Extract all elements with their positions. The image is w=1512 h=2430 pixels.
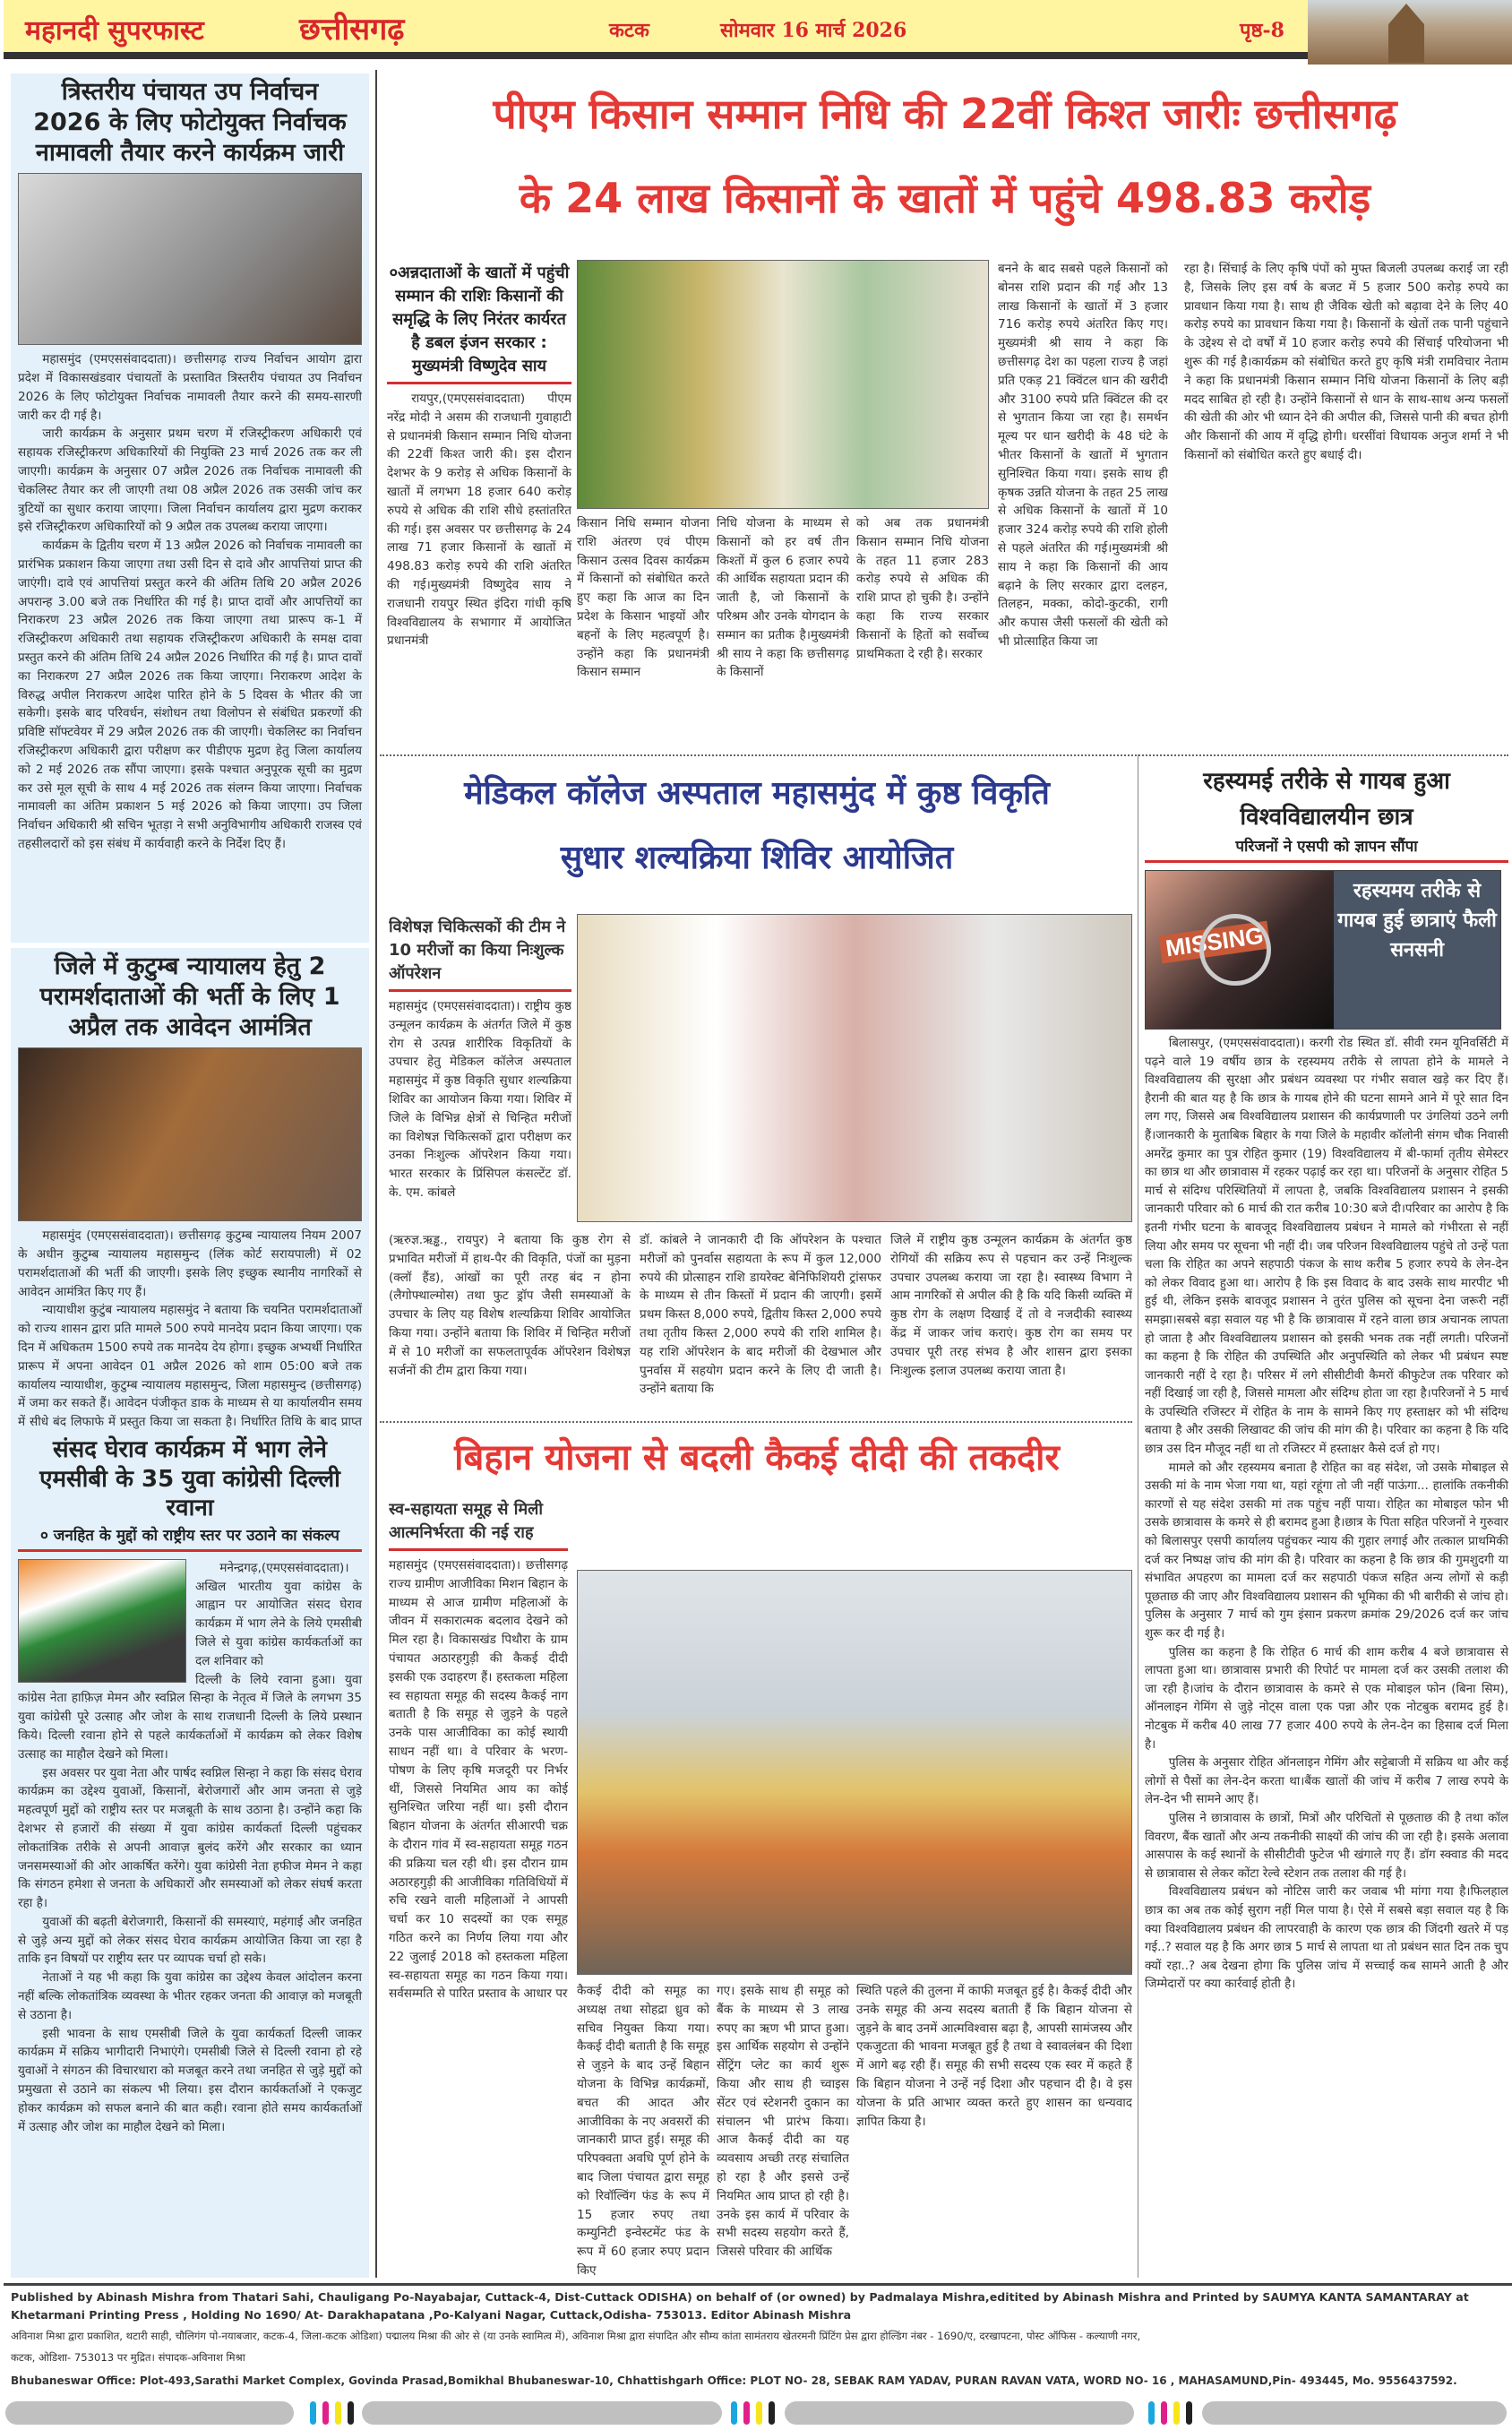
paragraph: कार्यक्रम के द्वितीय चरण में 13 अप्रैल 2026 को निर्वाचक नामावली का प्रारंभिक प्रकाशन किया जाएगा तथा उसी दिन से दावे और आपत्तियां प्राप्त की जाएंगी। दावे एवं आपत्तियां प्रस्तुत करने की अंतिम तिथि 20 अप्रैल 2026 अपरान्ह 3.00 बजे तक निर्धारित की गई है। प्राप्त दावों और आपत्तियों का निराकरण 23 अप्रैल 2026 तक किया जाएगा तथा प्रारूप क-1 में रजिस्ट्रीकरण अधिकारी तथा सहायक रजिस्ट्रीकरण अधिकारी के समक्ष दावा प्रस्तुत करने की अंतिम तिथि 24 अप्रैल 2026 निर्धारित की गई है। प्राप्त दावों का निराकरण 27 अप्रैल 2026 तक किया जाएगा। निराकरण आदेश के विरुद्ध अपील निराकरण आदेश पारित होने के 5 दिवस के भीतर की जा सकेगी। इसके बाद परिवर्धन, संशोधन तथा विलोपन से संबंधित प्रकरणों की प्रविष्टि सॉफ्टवेयर में 29 अप्रैल 2026 तक की जाएगी। चेकलिस्ट का निर्वाचन रजिस्ट्रीकरण अधिकारी द्वारा परीक्षण कर पीडीएफ मुद्रण हेतु जिला कार्यालय को 2 मई 2026 तक सौंपा जाएगा। इसके पश्चात अनुपूरक सूची का मुद्रण कर उसे मूल सूची के साथ 4 मई 2026 तक संलग्न किया जाएगा। निर्वाचक नामावली का अंतिम प्रकाशन 5 मई 2026 को किया जाएगा। उप जिला निर्वाचन अधिकारी श्री सचिन भूतड़ा ने सभी अनुविभागीय अधिकारी राजस्व एवं तहसीलदारों को इस संबंध में कार्यवाही करने के निर्देश दिए हैं। xyxy=(18,539,362,851)
story-panchayat xyxy=(11,73,369,943)
bihan-women-photo xyxy=(577,1570,1132,1975)
paragraph: महासमुंद (एमएससंवाददाता)। छत्तीसगढ़ राज्य निर्वाचन आयोग द्वारा प्रदेश में विकासखंडवार पंचायतों के प्रस्तावित त्रिस्तरीय पंचायत उप निर्वाचन 2026 के लिए फोटोयुक्त निर्वाचक नामावली तैयार करने की समय-सारणी जारी कर दी गई है। xyxy=(18,352,362,423)
cmyk-cyan-mark xyxy=(310,2401,316,2425)
office-addresses: Bhubaneswar Office: Plot-493,Sarathi Market Complex, Govinda Prasad,Bomikhal Bhubaneswar-10, Chhattishgarh Office: PLOT NO- 28, SEBAK RAM YADAV, PURAN RAVAN VATA, WORD NO- 16 , MAHASAMUND,Pin- 493445, Mo. 9556437592. xyxy=(11,2374,1457,2387)
edition-name: छत्तीसगढ़ xyxy=(299,12,405,47)
subheadline: ० जनहित के मुद्दों को राष्ट्रीय स्तर पर उठाने का संकल्प xyxy=(40,1526,339,1545)
cmyk-magenta-mark xyxy=(743,2401,750,2425)
registration-bar xyxy=(5,2401,294,2425)
paragraph: मामले को और रहस्यमय बनाता है रोहित का वह संदेश, जो उसके मोबाइल से उसकी मां के नाम भेजा गया था, यहां रहूंगा तो जी नहीं पाऊंगा... हालांकि तकनीकी कारणों से यह संदेश उसकी मां तक पहुंच नहीं पाया। रोहित का मोबाइल फोन भी उसके छात्रावास के कमरे से ही बरामद हुआ है।छात्र के पिता सहित परिजनों ने गुरुवार को बिलासपुर एसपी कार्यालय पहुंचकर न्याय की गुहार लगाई और तत्काल प्राथमिकी दर्ज कर निष्पक्ष जांच की मांग की है। परिवार का कहना है कि छात्र की गुमशुदगी या संभावित अपहरण का मामला दर्ज कर सहपाठी पंकज सहित अन्य लोगों से कड़ी पूछताछ की जाए और विश्वविद्यालय प्रशासन की भूमिका की भी बारीकी से जांच हो।पुलिस के अनुसार 7 मार्च को गुम इंसान प्रकरण क्रमांक 29/2026 दर्ज कर जांच शुरू कर दी गई है। xyxy=(1145,1461,1508,1641)
missing-story xyxy=(1145,763,1508,2278)
headline-line-1: मेडिकल कॉलेज अस्पताल महासमुंद में कुष्ठ विकृति xyxy=(464,775,1050,812)
paragraph: मनेन्द्रगढ़,(एमएससंवाददाता)। अखिल भारतीय युवा कांग्रेस के आह्वान पर आयोजित संसद घेराव कार्यक्रम में भाग लेने के लिये एमसीबी जिले से युवा कांग्रेस कार्यकर्ताओं का दल शनिवार को xyxy=(195,1560,362,1668)
headline: संसद घेराव कार्यक्रम में भाग लेने एमसीबी के 35 युवा कांग्रेसी दिल्ली रवाना xyxy=(39,1436,340,1521)
cmyk-yellow-mark xyxy=(1173,2401,1180,2425)
lead-col-4: को अब तक प्रधानमंत्री किसान सम्मान निधि योजना के तहत 11 हजार 283 करोड़ रुपये से अधिक की राशि प्राप्त हो चुकी है। उन्होंने कहा कि राज्य सरकार किसानों के हितों को सर्वोच्च प्राथमिकता दे रही है। सरकार xyxy=(856,516,989,661)
headline: त्रिस्तरीय पंचायत उप निर्वाचन 2026 के लिए फोटोयुक्त निर्वाचक नामावली तैयार करने कार्यक्रम जारी xyxy=(33,78,347,167)
deck: स्व-सहायता समूह से मिली आत्मनिर्भरता की नई राह xyxy=(389,1500,543,1542)
lead-col-1: रायपुर,(एमएससंवाददाता) पीएम नरेंद्र मोदी ने असम की राजधानी गुवाहाटी से प्रधानमंत्री किसान सम्मान निधि योजना की 22वीं किश्त जारी की। इस दौरान देशभर के 9 करोड़ से अधिक किसानों के खातों में लगभग 18 हजार 640 करोड़ रुपये से अधिक की राशि सीधे हस्तांतरित की गई। इस अवसर पर छत्तीसगढ़ के 24 लाख 71 हजार किसानों के खातों में 498.83 करोड़ रुपये की राशि अंतरित की गई।मुख्यमंत्री विष्णुदेव साय ने राजधानी रायपुर स्थित इंदिरा गांधी कृषि विश्वविद्यालय के सभागार में आयोजित प्रधानमंत्री xyxy=(387,392,571,649)
registration-bar xyxy=(1202,2401,1507,2425)
medical-col-1b: (ऋरुज्ञ.ऋड्ढ., रायपुर) ने बताया कि कुष्ठ रोग से प्रभावित मरीजों में हाथ-पैर की विकृति, पंजों का मुड़ना (क्लॉ हैंड), आंखों का पूरी तरह बंद न होना (लैगोफ्थाल्मोस) तथा फुट ड्रॉप जैसी समस्याओं के उपचार के लिए यह विशेष शल्यक्रिया शिविर आयोजित किया गया। उन्होंने बताया कि शिविर में चिन्हित मरीजों में से 10 मरीजों का सफलतापूर्वक ऑपरेशन विशेषज्ञ सर्जनों की टीम द्वारा किया गया। xyxy=(389,1233,631,1378)
column-divider xyxy=(375,70,377,2278)
cmyk-magenta-mark xyxy=(1161,2401,1167,2425)
gavel-photo xyxy=(18,1047,362,1221)
divider xyxy=(389,989,571,992)
deck: ०अन्नदाताओं के खातों में पहुंची सम्मान की राशिः किसानों की समृद्धि के लिए निरंतर कार्यरत है डबल इंजन सरकार : मुख्यमंत्री विष्णुदेव साय xyxy=(389,263,570,375)
page-number: पृष्ठ-8 xyxy=(1240,19,1284,42)
missing-graphic xyxy=(1145,870,1501,1030)
imprint-line-4: कटक, ओडिशा- 753013 पर मुद्रित। संपादक-अविनाश मिश्रा xyxy=(11,2351,245,2364)
bihan-col-2: कैकई दीदी को समूह का अध्यक्ष तथा सोहद्रा ध्रुव को सचिव नियुक्त किया गया। कैकई दीदी बताती है कि समूह से जुड़ने के बाद उन्हें बिहान योजना के विभिन्न कार्यक्रमों, बचत की आदत और आजीविका के नए अवसरों की जानकारी प्राप्त हुई। समूह की परिपक्वता अवधि पूर्ण होने के बाद जिला पंचायत द्वारा समूह को रिवॉल्विंग फंड के रूप में 15 हजार रुपए तथा कम्युनिटी इन्वेस्टमेंट फंड के रूप में 60 हजार रुपए प्रदान किए xyxy=(577,1984,709,2278)
paragraph: दिल्ली के लिये रवाना हुआ। युवा कांग्रेस नेता हाफ़िज़ मेमन और स्वप्निल सिन्हा के नेतृत्व में जिले के लगभग 35 युवा कांग्रेसी पूरे उत्साह और जोश के साथ राजधानी दिल्ली के लिये प्रस्थान किये। दिल्ली रवाना होने से पहले कार्यकर्ताओं में कार्यक्रम को लेकर विशेष उत्साह का माहौल देखने को मिला। xyxy=(18,1672,362,1762)
bihan-headline: बिहान योजना से बदली कैकई दीदी की तकदीर xyxy=(454,1437,1060,1478)
cmyk-yellow-mark xyxy=(756,2401,762,2425)
cmyk-magenta-mark xyxy=(322,2401,329,2425)
story-family-court xyxy=(11,948,369,1432)
paragraph: न्यायाधीश कुटुंब न्यायालय महासमुंद ने बताया कि चयनित परामर्शदाताओं को राज्य शासन द्वारा प्रति मामले 500 रुपये मानदेय प्रदान किया जाएगा। एक दिन में अधिकतम 1500 रुपये तक मानदेय देय होगा। इच्छुक अभ्यर्थी निर्धारित प्रारूप में अपना आवेदन 01 अप्रैल 2026 को शाम 05:00 बजे तक कार्यालय न्यायाधीश, कुटुम्ब न्यायालय महासमुन्द, जिला महासमुन्द (छत्तीसगढ़) में जमा कर सकते हैं। आवेदन पंजीकृत डाक के माध्यम से या कार्यालयीन समय में सीधे बंद लिफाफे में प्रस्तुत किया जा सकता है। निर्धारित तिथि के बाद प्राप्त xyxy=(18,1303,362,1430)
paragraph: पुलिस के अनुसार रोहित ऑनलाइन गेमिंग और सट्टेबाजी में सक्रिय था और कई लोगों से पैसों का लेन-देन करता था।बैंक खातों की जांच में करीब 7 लाख रुपये के लेन-देन भी सामने आए हैं। xyxy=(1145,1756,1508,1807)
paragraph: इस अवसर पर युवा नेता और पार्षद स्वप्निल सिन्हा ने कहा कि संसद घेराव कार्यक्रम का उद्देश्य युवाओं, किसानों, बेरोजगारों और आम जनता से जुड़े महत्वपूर्ण मुद्दों को राष्ट्रीय स्तर पर मजबूती के साथ उठाना है। उन्होंने कहा कि देशभर से हजारों की संख्या में युवा कांग्रेस कार्यकर्ता दिल्ली पहुंचकर लोकतांत्रिक तरीके से अपनी आवाज़ बुलंद करेंगे और सरकार का ध्यान जनसमस्याओं की ओर आकर्षित करेंगे। युवा कांग्रेसी नेता हफीज मेमन ने कहा कि संगठन हमेशा से जनता के अधिकारों और समस्याओं को लेकर संघर्ष करता रहा है। xyxy=(18,1765,362,1911)
imprint-line-2: Khetarmani Printing Press , Holding No 1690/ At- Darakhapatana ,Po-Kalyani Nagar, Cuttack,Odisha- 753013. Editor Abinash Mishra xyxy=(11,2308,852,2322)
paragraph: बिलासपुर, (एमएससंवाददाता)। करगी रोड स्थित डॉ. सीवी रमन यूनिवर्सिटी में पढ़ने वाले 19 वर्षीय छात्र के रहस्यमय तरीके से लापता होने के मामले ने विश्वविद्यालय की सुरक्षा और प्रबंधन व्यवस्था पर गंभीर सवाल खड़े कर दिए हैं। हैरानी की बात यह है कि छात्र के गायब होने की घटना सामने आने में पूरे सात दिन लग गए, जिससे अब विश्वविद्यालय प्रशासन की कार्यप्रणाली पर उंगलियां उठने लगी हैं।जानकारी के मुताबिक बिहार के गया जिले के महावीर कॉलोनी संगम चौक निवासी अमरेंद्र कुमार का पुत्र रोहित कुमार (19) विश्वविद्यालय में बी-फार्मा तृतीय सेमेस्टर का छात्र था और छात्रावास में रहकर पढ़ाई कर रहा था। परिजनों के अनुसार रोहित 5 मार्च से संदिग्ध परिस्थितियों में लापता है, जबकि विश्वविद्यालय प्रशासन ने इसकी जानकारी परिवार को 6 मार्च की रात करीब 10:30 बजे दी।परिवार का आरोप है कि इतनी गंभीर घटना के बावजूद विश्वविद्यालय प्रबंधन ने मामले को गंभीरता से नहीं लिया और समय पर सूचना भी नहीं दी। जब परिजन विश्वविद्यालय पहुंचे तो उन्हें पता चला कि रोहित का अपने सहपाठी पंकज के साथ करीब 5 हजार रुपये के लेन-देन को लेकर विवाद हुआ था। आरोप है कि इस विवाद के बाद उसके साथ मारपीट भी हुई थी, लेकिन इसके बावजूद प्रशासन ने तुरंत पुलिस को सूचना देना जरूरी नहीं समझा।सबसे बड़ा सवाल यह भी है कि छात्रावास में रहने वाला छात्र अचानक लापता हो जाता है और विश्वविद्यालय प्रशासन को इसकी भनक तक नहीं लगती। परिजनों का कहना है कि रोहित की उपस्थिति और अनुपस्थिति को लेकर भी प्रबंधन स्पष्ट जानकारी नहीं दे रहा है। परिसर में लगे सीसीटीवी कैमरों कीफुटेज तक परिवार को नहीं दिखाई जा रही है, जिससे मामला और संदिग्ध होता जा रहा है।परिजनों ने 5 मार्च के उपस्थिति रजिस्टर में रोहित के नाम के सामने किए गए हस्ताक्षर को भी संदिग्ध बताया है और उसकी लिखावट की जांच की मांग की है। परिवार का कहना है कि यदि छात्र उस दिन मौजूद नहीं था तो रजिस्टर में हस्ताक्षर कैसे दर्ज हो गए। xyxy=(1145,1037,1508,1457)
paragraph: पुलिस ने छात्रावास के छात्रों, मित्रों और परिचितों से पूछताछ की है तथा कॉल विवरण, बैंक खातों और अन्य तकनीकी साक्ष्यों की जांच की जा रही है। इसके अलावा आसपास के कई स्थानों के सीसीटीवी फुटेज भी खंगाले गए हैं। डॉग स्क्वाड की मदद से छात्रावास से लेकर कोंटा रेल्वे स्टेशन तक तलाश की गई है। xyxy=(1145,1811,1508,1881)
divider xyxy=(389,1548,568,1551)
medical-col-1: महासमुंद (एमएससंवाददाता)। राष्ट्रीय कुष्ठ उन्मूलन कार्यक्रम के अंतर्गत जिले में कुष्ठ रोग से उत्पन्न शारीरिक विकृतियों के उपचार हेतु मेडिकल कॉलेज अस्पताल महासमुंद में कुष्ठ विकृति सुधार शल्यक्रिया शिविर का आयोजन किया गया। शिविर में जिले के विभिन्न क्षेत्रों से चिन्हित मरीजों का विशेषज्ञ चिकित्सकों द्वारा परीक्षण कर उनका निःशुल्क ऑपरेशन किया गया। भारत सरकार के प्रिंसिपल कंसल्टेंट डॉ. के. एम. कांबले xyxy=(389,999,571,1200)
paragraph: विश्वविद्यालय प्रबंधन को नोटिस जारी कर जवाब भी मांगा गया है।फिलहाल छात्र का अब तक कोई सुराग नहीं मिल पाया है। ऐसे में सबसे बड़ा सवाल यह है कि क्या विश्वविद्यालय प्रबंधन की लापरवाही के कारण एक छात्र की जिंदगी खतरे में पड़ गई..? सवाल यह है कि अगर छात्र 5 मार्च से लापता था तो प्रबंधन सात दिन तक चुप क्यों रहा..? अब देखना होगा कि पुलिस जांच में सच्चाई कब सामने आती है और जिम्मेदारों पर क्या कार्रवाई होती है। xyxy=(1145,1885,1508,1992)
missing-stamp: MISSING xyxy=(1158,921,1270,964)
section-divider xyxy=(380,1421,1132,1423)
section-divider xyxy=(380,754,1508,756)
headline-line-2: सुधार शल्यक्रिया शिविर आयोजित xyxy=(560,840,954,876)
paragraph: इसी भावना के साथ एमसीबी जिले के युवा कार्यकर्ता दिल्ली जाकर कार्यक्रम में सक्रिय भागीदारी निभाएंगे। एमसीबी जिले से दिल्ली रवाना हो रहे युवाओं ने संगठन की विचारधारा को मजबूत करने तथा जनहित से जुड़े मुद्दों को प्रमुखता से उठाने का संकल्प भी लिया। इस दौरान कार्यकर्ताओं ने एकजुट होकर कार्यक्रम को सफल बनाने की बात कही। रवाना होते समय कार्यकर्ताओं में उत्साह और जोश का माहौल देखने को मिला। xyxy=(18,2026,362,2134)
cmyk-cyan-mark xyxy=(1148,2401,1155,2425)
paragraph: पुलिस का कहना है कि रोहित 6 मार्च की शाम करीब 4 बजे छात्रावास से लापता हुआ था। छात्रावास प्रभारी की रिपोर्ट पर मामला दर्ज कर उसकी तलाश की जा रही है।जांच के दौरान छात्रावास के कमरे से एक मोबाइल फोन (बिना सिम), ऑनलाइन गेमिंग से जुड़े नोट्स वाला एक पन्ना और एक नोटबुक बरामद हुई है। नोटबुक में करीब 40 लाख 77 हजार 400 रुपये के लेन-देन का हिसाब दर्ज मिला है। xyxy=(1145,1645,1508,1752)
cmyk-black-mark xyxy=(348,2401,354,2425)
footer-rule xyxy=(4,2283,1512,2286)
lead-headline xyxy=(385,72,1505,240)
headline-line-1: पीएम किसान सम्मान निधि की 22वीं किश्त जारीः छत्तीसगढ़ xyxy=(493,90,1397,138)
farmers-modi-photo xyxy=(577,260,989,509)
registration-bar xyxy=(785,2401,1134,2425)
medical-camp-photo xyxy=(577,914,1132,1222)
cmyk-black-mark xyxy=(1186,2401,1192,2425)
story-youth-congress xyxy=(11,1432,369,2278)
divider xyxy=(18,1549,362,1552)
registration-bar xyxy=(362,2401,722,2425)
cmyk-black-mark xyxy=(769,2401,775,2425)
lead-deck xyxy=(387,262,571,751)
paragraph: नेताओं ने यह भी कहा कि युवा कांग्रेस का उद्देश्य केवल आंदोलन करना नहीं बल्कि लोकतांत्रिक व्यवस्था के भीतर रहकर जनता की आवाज़ को मजबूती से उठाना है। xyxy=(18,1970,362,2022)
cmyk-cyan-mark xyxy=(731,2401,737,2425)
medical-col-2: डॉ. कांबले ने जानकारी दी कि ऑपरेशन के पश्चात मरीजों को पुनर्वास सहायता के रूप में कुल 12,000 रुपये की प्रोत्साहन राशि डायरेक्ट बेनिफिशियरी ट्रांसफर के माध्यम से तीन किस्तों में प्रदान की जाएगी। इसमें प्रथम किस्त 8,000 रुपये, द्वितीय किस्त 2,000 रुपये तथा तृतीय किस्त 2,000 रुपये की राशि शामिल है। यह राशि ऑपरेशन के बाद मरीजों की देखभाल और पुनर्वास में सहयोग प्रदान करने के लिए दी जाती है। उन्होंने बताया कि xyxy=(640,1233,881,1397)
missing-caption: रहस्यमय तरीके से गायब हुई छात्राएं फैली सनसनी xyxy=(1337,880,1497,961)
imprint-line-1: Published by Abinash Mishra from Thatari Sahi, Chauligang Po-Nayabajar, Cuttack-4, Dist-Cuttack ODISHA) on behalf of (or owned) by Padmalaya Mishra,editited by Abinash Mishra and Printed by SAUMYA KANTA SAMANTARAY at xyxy=(11,2290,1469,2304)
lead-col-2: किसान निधि सम्मान योजना राशि अंतरण एवं पीएम किसान उत्सव दिवस कार्यक्रम में किसानों को संबोधित करते हुए कहा कि आज का दिन प्रदेश के किसान भाइयों और बहनों के लिए महत्वपूर्ण है। उन्होंने कहा कि प्रधानमंत्री किसान सम्मान xyxy=(577,516,709,680)
rally-photo xyxy=(18,1559,186,1683)
divider xyxy=(1145,860,1508,863)
lead-col-6: रहा है। सिंचाई के लिए कृषि पंपों को मुफ्त बिजली उपलब्ध कराई जा रही है, जिसके लिए इस वर्ष के बजट में 5 हजार 500 करोड़ रुपये का प्रावधान किया गया है। साथ ही जैविक खेती को बढ़ावा देने के लिए 40 करोड़ रुपये का प्रावधान किया गया है। किसानों के खेतों तक पानी पहुंचाने के उद्देश्य से दो वर्षों में 10 हजार करोड़ रुपये की सिंचाई परियोजना भी शुरू की गई है।कार्यक्रम को संबोधित करते हुए कृषि मंत्री रामविचार नेताम ने कहा कि प्रधानमंत्री किसान सम्मान निधि योजना किसानों के लिए बड़ी मदद साबित हो रही है। उन्होंने किसानों से धान के साथ-साथ अन्य फसलों की खेती की ओर भी ध्यान देने की अपील की, जिससे पानी की बचत होगी और किसानों की आय में वृद्धि होगी। धरसींवां विधायक अनुज शर्मा ने भी किसानों को संबोधित करते हुए बधाई दी। xyxy=(1184,262,1508,462)
city: कटक xyxy=(609,19,649,42)
medical-headline xyxy=(385,762,1129,896)
lead-col-5: बनने के बाद सबसे पहले किसानों को बोनस राशि प्रदान की गई और 13 लाख किसानों के खातों में 3 हजार 716 करोड़ रुपये अंतरित किए गए।मुख्यमंत्री श्री साय ने कहा कि छत्तीसगढ़ देश का पहला राज्य है जहां प्रति एकड़ 21 क्विंटल धान की खरीदी और 3100 रुपये प्रति क्विंटल की दर से भुगतान किया जा रहा है। समर्थन मूल्य पर धान खरीदी के 48 घंटे के भीतर किसानों के खातों में भुगतान सुनिश्चित किया गया। इसके साथ ही कृषक उन्नति योजना के तहत 25 लाख से अधिक किसानों के खातों में 10 हजार 324 करोड़ रुपये की राशि होली से पहले अंतरित की गई।मुख्यमंत्री श्री साय ने कहा कि किसानों की आय बढ़ाने के लिए सरकार द्वारा दलहन, तिलहन, मक्का, कोदो-कुटकी, रागी और कपास जैसी फसलों की खेती को भी प्रोत्साहित किया जा xyxy=(998,262,1168,649)
deck: विशेषज्ञ चिकित्सकों की टीम ने 10 मरीजों का किया निःशुल्क ऑपरेशन xyxy=(389,918,566,983)
lead-col-3: निधि योजना के माध्यम से किसानों को हर वर्ष तीन किश्तों में कुल 6 हजार रुपये की आर्थिक सहायता प्रदान की जाती है, जो किसानों के परिश्रम और उनके योगदान के सम्मान का प्रतीक है।मुख्यमंत्री श्री साय ने कहा कि छत्तीसगढ़ के किसानों xyxy=(717,516,849,680)
paragraph: जारी कार्यक्रम के अनुसार प्रथम चरण में रजिस्ट्रीकरण अधिकारी एवं सहायक रजिस्ट्रीकरण अधिकारियों की नियुक्ति 23 मार्च 2026 तक कर ली जाएगी। कार्यक्रम के अनुसार 07 अप्रैल 2026 तक निर्वाचक नामावली की चेकलिस्ट तैयार कर ली जाएगी तथा 08 अप्रैल 2026 तक उसकी जांच कर त्रुटियों का सुधार कराया जाएगा। जिला निर्वाचन कार्यालय द्वारा मुद्रण कराकर इसे रजिस्ट्रीकरण अधिकारियों को 9 अप्रैल तक उपलब्ध कराया जाएगा। xyxy=(18,427,362,535)
bihan-left xyxy=(389,1498,568,2278)
paragraph: महासमुंद (एमएससंवाददाता)। छत्तीसगढ़ कुटुम्ब न्यायालय नियम 2007 के अधीन कुटुम्ब न्यायालय महासमुन्द (लिंक कोर्ट सरायपाली) में 02 परामर्शदाताओं की भर्ती की जाएगी। इसके लिए इच्छुक स्थानीय नागरिकों से आवेदन आमंत्रित किए गए हैं। xyxy=(18,1228,362,1299)
headline: रहस्यमई तरीके से गायब हुआ विश्वविद्यालयीन छात्र xyxy=(1203,768,1450,831)
headline-line-2: के 24 लाख किसानों के खातों में पहुंचे 498.83 करोड़ xyxy=(519,174,1371,222)
medical-col-3: जिले में राष्ट्रीय कुष्ठ उन्मूलन कार्यक्रम के अंतर्गत कुष्ठ रोगियों की सक्रिय रूप से पहचान कर उन्हें निःशुल्क उपचार उपलब्ध कराया जा रहा है। स्वास्थ्य विभाग ने आम नागरिकों से अपील की है कि यदि किसी व्यक्ति में कुष्ठ रोग के लक्षण दिखाई दें तो वे नजदीकी स्वास्थ्य केंद्र में जाकर जांच कराएं। कुष्ठ रोग का समय पर उपचार पूरी तरह संभव है और शासन द्वारा इसका निःशुल्क इलाज उपलब्ध कराया जाता है। xyxy=(890,1233,1132,1378)
magnifier-icon xyxy=(1199,914,1271,986)
headline: जिले में कुटुम्ब न्यायालय हेतु 2 परामर्शदाताओं की भर्ती के लिए 1 अप्रैल तक आवेदन आमंत्रित xyxy=(39,952,340,1041)
bihan-col-3: गए। इसके साथ ही समूह को बैंक के माध्यम से 3 लाख रुपए का ऋण भी प्राप्त हुआ। इस आर्थिक सहयोग से उन्होंने सेंट्रिंग प्लेट का कार्य शुरू किया और साथ ही च्वाइस सेंटर एवं स्टेशनरी दुकान का संचालन भी प्रारंभ किया। आज कैकई दीदी का यह व्यवसाय अच्छी तरह संचालित हो रहा है और इससे उन्हें नियमित आय प्राप्त हो रही है। उनके इस कार्य में परिवार के सभी सदस्य सहयोग करते हैं, जिससे परिवार की आर्थिक xyxy=(717,1984,849,2260)
voter-list-photo xyxy=(18,173,362,345)
bihan-col-1: महासमुंद (एमएससंवाददाता)। छत्तीसगढ़ राज्य ग्रामीण आजीविका मिशन बिहान के माध्यम से आज ग्रामीण महिलाओं के जीवन में सकारात्मक बदलाव देखने को मिल रहा है। विकासखंड पिथौरा के ग्राम पंचायत अठारहगुड़ी की कैकई दीदी इसकी एक उदाहरण हैं। हस्तकला महिला स्व सहायता समूह की सदस्य कैकई नाग बताती है कि समूह से जुड़ने के पहले उनके पास आजीविका का कोई स्थायी साधन नहीं था। वे परिवार के भरण-पोषण के लिए कृषि मजदूरी पर निर्भर थीं, जिससे नियमित आय का कोई सुनिश्चित जरिया नहीं था। इसी दौरान बिहान योजना के अंतर्गत सीआरपी चक्र के दौरान गांव में स्व-सहायता समूह गठन की प्रक्रिया चल रही थी। इस दौरान ग्राम अठारहगुड़ी की आजीविका गतिविधियों में रुचि रखने वाली महिलाओं ने आपसी चर्चा कर 10 सदस्यों का एक समूह गठित करने का निर्णय लिया गया और 22 जुलाई 2018 को हस्तकला महिला स्व-सहायता समूह का गठन किया गया। सर्वसम्मति से पारित प्रस्ताव के आधार पर xyxy=(389,1558,568,2002)
medical-deck-col xyxy=(389,916,571,1228)
temple-photo xyxy=(1308,0,1512,65)
bihan-col-4: स्थिति पहले की तुलना में काफी मजबूत हुई है। कैकई दीदी और उनके समूह की अन्य सदस्य बताती हैं कि बिहान योजना से जुड़ने के बाद उनमें आत्मविश्वास बढ़ा है, आपसी सामंजस्य और एकजुटता की भावना मजबूत हुई है तथा वे स्वावलंबन की दिशा में आगे बढ़ रही हैं। समूह की सभी सदस्य एक स्वर में कहते हैं कि बिहान योजना ने उन्हें नई दिशा और पहचान दी है। वे इस योजना के प्रति आभार व्यक्त करते हुए शासन का धन्यवाद ज्ञापित किया है। xyxy=(856,1984,1132,2129)
cmyk-yellow-mark xyxy=(335,2401,341,2425)
subheadline: परिजनों ने एसपी को ज्ञापन सौंपा xyxy=(1235,838,1418,856)
masthead xyxy=(4,0,1308,59)
paragraph: युवाओं की बढ़ती बेरोजगारी, किसानों की समस्याएं, महंगाई और जनहित से जुड़े अन्य मुद्दों को लेकर संसद घेराव कार्यक्रम आयोजित किया जा रहा है ताकि इन विषयों पर राष्ट्रीय स्तर पर व्यापक चर्चा हो सके। xyxy=(18,1914,362,1967)
paper-name: महानदी सुपरफास्ट xyxy=(25,15,204,47)
divider xyxy=(387,382,571,384)
issue-date: सोमवार 16 मार्च 2026 xyxy=(720,19,907,42)
imprint-line-3: अविनाश मिश्रा द्वारा प्रकाशित, थटारी साही, चौलिगंग पो-नयाबजार, कटक-4, जिला-कटक ओडिशा) पद्मालय मिश्रा की ओर से (या उनके स्वामित्व में), अविनाश मिश्रा द्वारा संपादित और सौम्य कांता सामंतराय खेतरमनी प्रिंटिंग प्रेस द्वारा होल्डिंग नंबर - 1690/ए, दरखापटना, पोस्ट ऑफिस - कल्याणी नगर, xyxy=(11,2330,1141,2342)
